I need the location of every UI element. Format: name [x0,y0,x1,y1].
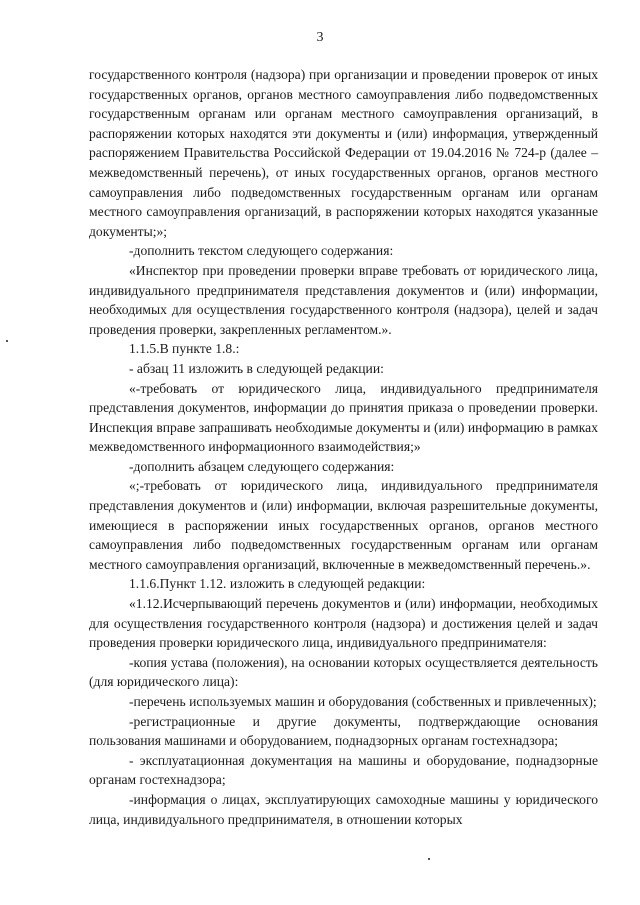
paragraph-clause-1-1-6: 1.1.6.Пункт 1.12. изложить в следующей редакции: [129,576,426,592]
scan-speck [6,340,8,342]
paragraph-amendment-instruction: -дополнить текстом следующего содержания: [129,243,394,259]
list-item-registration-docs: -регистрационные и другие документы, подтверждающие основания пользования машинами и оборудованием, поднадзорных органам гостехнадзора; [89,713,598,749]
paragraph-exhaustive-list: «1.12.Исчерпывающий перечень документов и (или) информации, необходимых для осуществления государственного контроля (надзора) и достижения целей и задач проведения проверки юридического лица, индивидуального предпринимателя: [89,596,598,651]
page-number: 3 [316,30,324,45]
paragraph-inspector-rights: «Инспектор при проведении проверки вправе требовать от юридического лица, индивидуального предпринимателя представления документов и (или) информации, необходимых для осуществления государственного контроля (надзора), целей и задач проведения проверки, закрепленных регламентом.». [89,262,598,337]
paragraph-require-documents: «-требовать от юридического лица, индивидуального предпринимателя представления документов, информации до принятия приказа о проведении проверки. Инспекция вправе запрашивать необходимые документы и (или) информацию в рамках межведомственного информационного взаимодействия;» [89,380,598,455]
list-item-operators-info: -информация о лицах, эксплуатирующих самоходные машины у юридического лица, индивидуального предпринимателя, в отношении которых [89,791,598,827]
paragraph-continuation: государственного контроля (надзора) при организации и проведении проверок от иных государственных органов, органов местного самоуправления либо подведомственных государственным органам или органам местного самоуправления организаций, в распоряжении которых находятся эти документы и (или) информация, утвержденный распоряжением Правительства Российской Федерации от 19.04.2016 № 724-р (далее – межведомственный перечень), от иных государственных органов, органов местного самоуправления либо подведомственных государственным органам или органам местного самоуправления организаций, в распоряжении которых находятся указанные документы;»; [89,67,598,239]
list-item-machines-list: -перечень используемых машин и оборудования (собственных и привлеченных); [129,694,597,709]
paragraph-add-abzac: -дополнить абзацем следующего содержания: [129,458,395,474]
document-body [89,65,598,829]
list-item-operating-docs: - эксплуатационная документация на машины и оборудование, поднадзорные органам гостехнадзора; [89,752,598,788]
scan-speck [428,858,430,860]
paragraph-clause-1-1-5: 1.1.5.В пункте 1.8.: [129,341,240,357]
paragraph-require-permits: «;-требовать от юридического лица, индивидуального предпринимателя представления документов и (или) информации, включая разрешительные документы, имеющиеся в распоряжении иных государственных органов, органов местного самоуправления либо подведомственных государственным органам или органам местного самоуправления организаций, включенные в межведомственный перечень.». [89,478,598,572]
list-item-charter-copy: -копия устава (положения), на основании которых осуществляется деятельность (для юридического лица): [89,654,598,690]
paragraph-abzac-11: - абзац 11 изложить в следующей редакции: [129,360,384,376]
